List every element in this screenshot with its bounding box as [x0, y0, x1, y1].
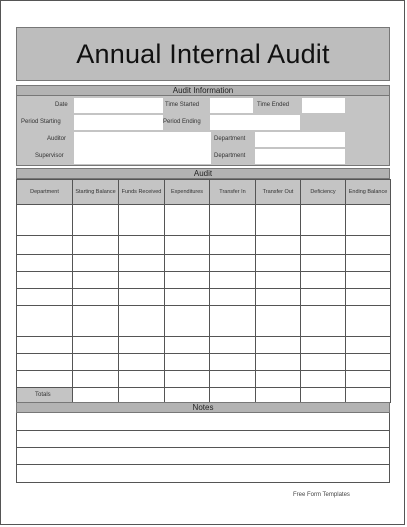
- audit-row: [17, 236, 391, 255]
- time-started-field[interactable]: [210, 98, 253, 113]
- audit-cell[interactable]: [301, 306, 346, 337]
- audit-cell[interactable]: [73, 306, 119, 337]
- audit-cell[interactable]: [210, 205, 256, 236]
- column-header-transfer-in: Transfer In: [210, 180, 256, 205]
- audit-cell[interactable]: [17, 272, 73, 289]
- audit-cell[interactable]: [301, 255, 346, 272]
- audit-cell[interactable]: [119, 255, 165, 272]
- audit-row: [17, 371, 391, 388]
- date-field[interactable]: [74, 98, 163, 113]
- audit-cell[interactable]: [165, 255, 210, 272]
- audit-cell[interactable]: [301, 272, 346, 289]
- audit-cell[interactable]: [119, 354, 165, 371]
- column-header-transfer-out: Transfer Out: [256, 180, 301, 205]
- time-ended-field[interactable]: [302, 98, 345, 113]
- audit-cell[interactable]: [210, 272, 256, 289]
- audit-cell[interactable]: [346, 205, 391, 236]
- audit-cell[interactable]: [165, 205, 210, 236]
- audit-information-header: Audit Information: [16, 85, 390, 96]
- auditor-label: Auditor: [47, 136, 67, 142]
- audit-cell[interactable]: [119, 289, 165, 306]
- audit-cell[interactable]: [346, 236, 391, 255]
- audit-cell[interactable]: [256, 255, 301, 272]
- audit-cell[interactable]: [346, 306, 391, 337]
- notes-line: [17, 430, 389, 431]
- audit-cell[interactable]: [165, 371, 210, 388]
- audit-header-row: [17, 180, 391, 205]
- column-header-expenditures: Expenditures: [165, 180, 210, 205]
- page-title: Annual Internal Audit: [76, 38, 330, 69]
- audit-cell[interactable]: [301, 289, 346, 306]
- audit-cell[interactable]: [165, 272, 210, 289]
- audit-cell[interactable]: [73, 255, 119, 272]
- audit-row: [17, 289, 391, 306]
- audit-cell[interactable]: [17, 289, 73, 306]
- supervisor-label: Supervisor: [35, 153, 64, 159]
- audit-cell[interactable]: [17, 205, 73, 236]
- audit-cell[interactable]: [119, 236, 165, 255]
- audit-cell[interactable]: [17, 255, 73, 272]
- audit-cell[interactable]: [165, 236, 210, 255]
- supervisor-department-label: Department: [214, 153, 246, 159]
- audit-cell[interactable]: [165, 289, 210, 306]
- totals-label: Totals: [17, 388, 73, 403]
- audit-cell[interactable]: [346, 337, 391, 354]
- audit-row: [17, 337, 391, 354]
- audit-cell[interactable]: [346, 371, 391, 388]
- time-started-label: Time Started: [165, 102, 200, 108]
- audit-cell[interactable]: [17, 371, 73, 388]
- audit-cell[interactable]: [301, 354, 346, 371]
- audit-row: [17, 255, 391, 272]
- audit-cell[interactable]: [17, 337, 73, 354]
- audit-cell[interactable]: [346, 354, 391, 371]
- period-starting-field[interactable]: [74, 115, 163, 130]
- audit-cell[interactable]: [210, 236, 256, 255]
- audit-cell[interactable]: [119, 306, 165, 337]
- audit-header: Audit: [16, 168, 390, 179]
- period-ending-label: Period Ending: [163, 119, 201, 125]
- audit-cell[interactable]: [256, 205, 301, 236]
- notes-line: [17, 447, 389, 448]
- totals-cell[interactable]: [301, 388, 346, 403]
- audit-cell[interactable]: [73, 354, 119, 371]
- audit-cell[interactable]: [17, 236, 73, 255]
- audit-cell[interactable]: [256, 354, 301, 371]
- audit-cell[interactable]: [210, 337, 256, 354]
- totals-cell[interactable]: [346, 388, 391, 403]
- period-starting-label: Period Starting: [21, 119, 61, 125]
- column-header-deficiency: Deficiency: [301, 180, 346, 205]
- audit-cell[interactable]: [256, 306, 301, 337]
- date-label: Date: [55, 102, 68, 108]
- totals-cell[interactable]: [256, 388, 301, 403]
- audit-cell[interactable]: [119, 337, 165, 354]
- audit-row: [17, 272, 391, 289]
- audit-cell[interactable]: [73, 205, 119, 236]
- audit-information-section: [16, 96, 390, 166]
- supervisor-department-field[interactable]: [255, 149, 345, 164]
- audit-cell[interactable]: [210, 306, 256, 337]
- audit-cell[interactable]: [256, 337, 301, 354]
- audit-cell[interactable]: [73, 272, 119, 289]
- column-header-starting-balance: Starting Balance: [73, 180, 119, 205]
- audit-cell[interactable]: [301, 236, 346, 255]
- audit-cell[interactable]: [256, 272, 301, 289]
- audit-cell[interactable]: [119, 371, 165, 388]
- auditor-department-label: Department: [214, 136, 246, 142]
- title-banner: [16, 27, 390, 81]
- audit-cell[interactable]: [346, 272, 391, 289]
- column-header-funds-received: Funds Received: [119, 180, 165, 205]
- audit-cell[interactable]: [301, 205, 346, 236]
- footer-credit: Free Form Templates: [293, 492, 350, 498]
- column-header-ending-balance: Ending Balance: [346, 180, 391, 205]
- audit-cell[interactable]: [210, 289, 256, 306]
- audit-cell[interactable]: [210, 371, 256, 388]
- audit-cell[interactable]: [346, 255, 391, 272]
- audit-row: [17, 306, 391, 337]
- notes-section[interactable]: [16, 413, 390, 483]
- audit-cell[interactable]: [17, 306, 73, 337]
- totals-cell[interactable]: [119, 388, 165, 403]
- audit-cell[interactable]: [346, 289, 391, 306]
- totals-cell[interactable]: [165, 388, 210, 403]
- notes-line: [17, 464, 389, 465]
- audit-cell[interactable]: [73, 236, 119, 255]
- auditor-department-field[interactable]: [255, 132, 345, 147]
- audit-cell[interactable]: [73, 337, 119, 354]
- audit-cell[interactable]: [256, 236, 301, 255]
- audit-cell[interactable]: [119, 205, 165, 236]
- totals-cell[interactable]: [73, 388, 119, 403]
- totals-row: [17, 388, 391, 403]
- audit-row: [17, 354, 391, 371]
- audit-cell[interactable]: [17, 354, 73, 371]
- audit-cell[interactable]: [73, 289, 119, 306]
- audit-cell[interactable]: [210, 354, 256, 371]
- period-ending-field[interactable]: [210, 115, 300, 130]
- totals-cell[interactable]: [210, 388, 256, 403]
- audit-cell[interactable]: [256, 371, 301, 388]
- audit-table: [16, 179, 391, 403]
- audit-cell[interactable]: [165, 354, 210, 371]
- audit-cell[interactable]: [301, 337, 346, 354]
- column-header-department: Department: [17, 180, 73, 205]
- audit-cell[interactable]: [210, 255, 256, 272]
- notes-header: Notes: [16, 402, 390, 413]
- audit-row: [17, 205, 391, 236]
- time-ended-label: Time Ended: [257, 102, 290, 108]
- audit-cell[interactable]: [119, 272, 165, 289]
- audit-cell[interactable]: [165, 337, 210, 354]
- audit-cell[interactable]: [301, 371, 346, 388]
- auditor-field[interactable]: [74, 132, 211, 164]
- audit-cell[interactable]: [165, 306, 210, 337]
- audit-cell[interactable]: [73, 371, 119, 388]
- audit-cell[interactable]: [256, 289, 301, 306]
